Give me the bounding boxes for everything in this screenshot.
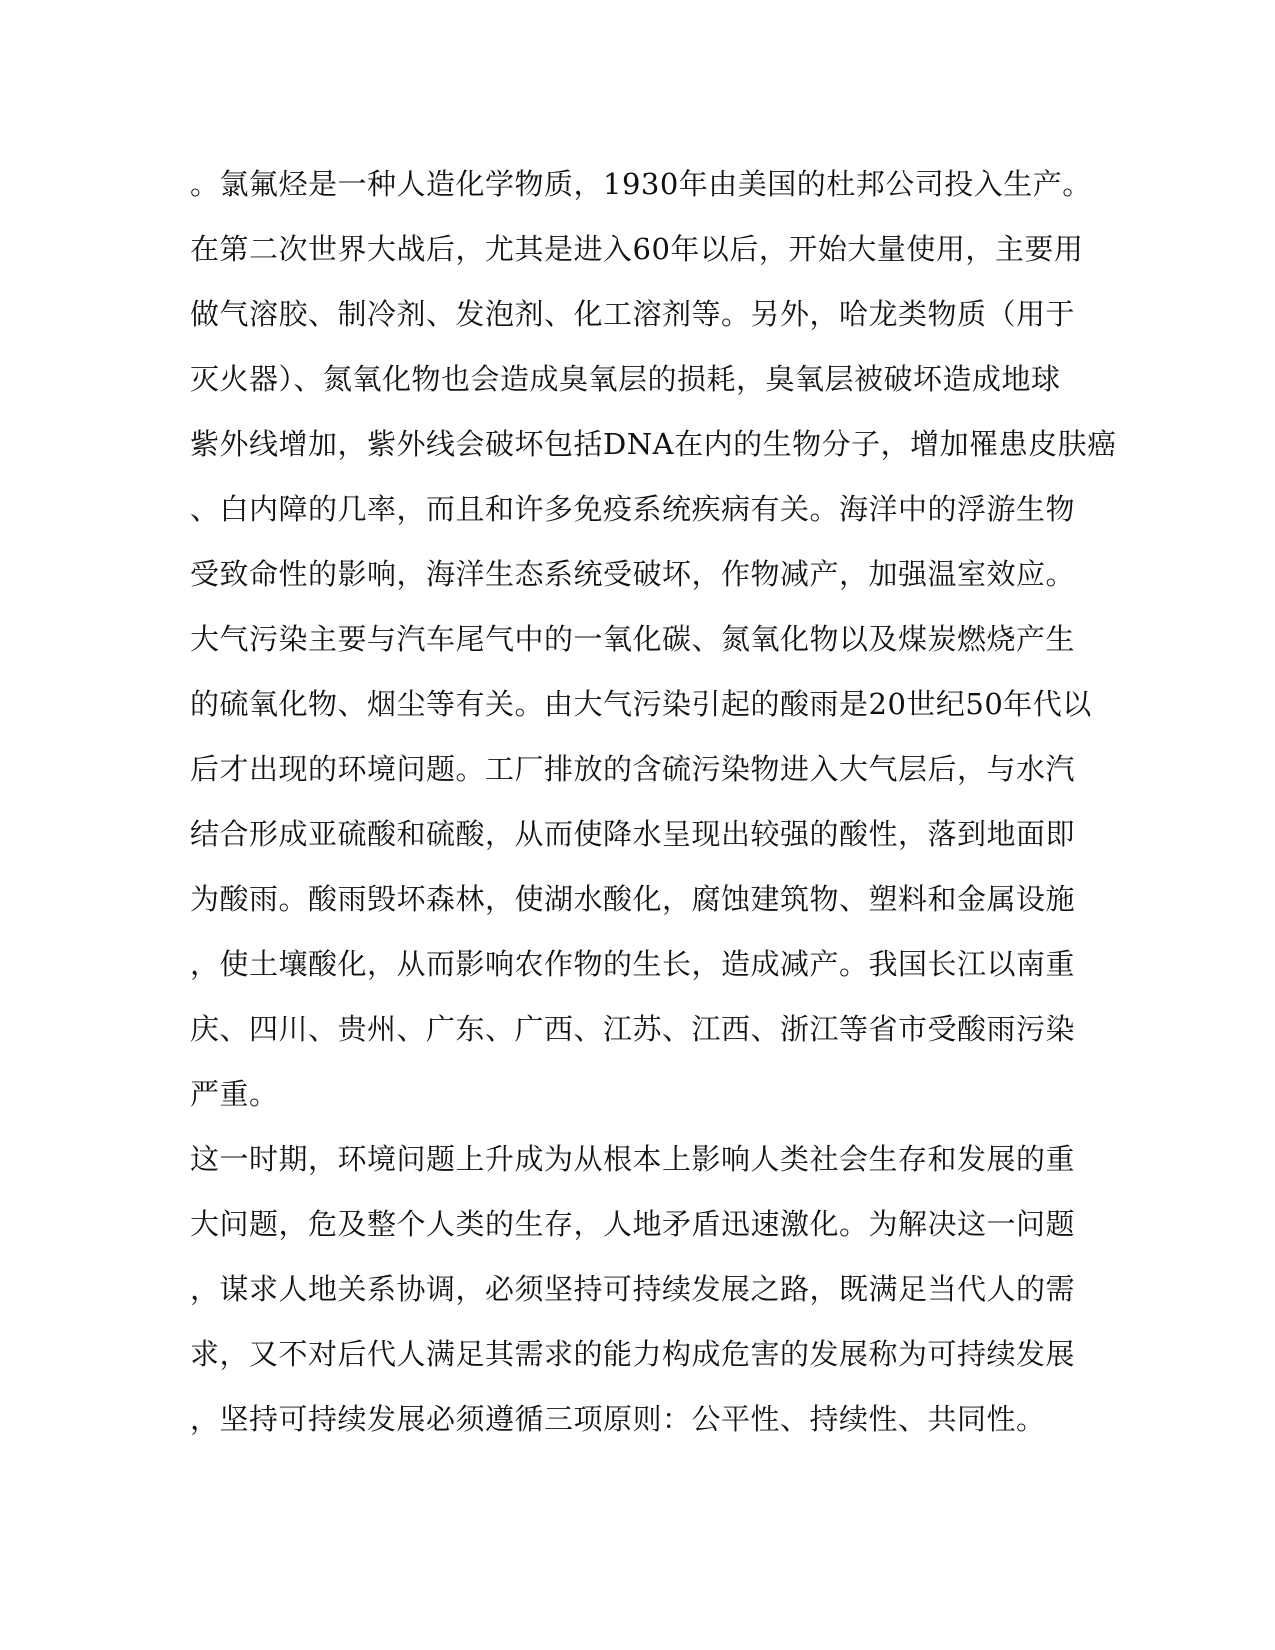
- text-line: 。氯氟烃是一种人造化学物质，1930年由美国的杜邦公司投入生产。: [190, 167, 1092, 201]
- text-line: 、白内障的几率，而且和许多免疫系统疾病有关。海洋中的浮游生物: [190, 492, 1076, 526]
- text-line: 做气溶胶、制冷剂、发泡剂、化工溶剂等。另外，哈龙类物质（用于: [190, 297, 1076, 331]
- text-line: 这一时期，环境问题上升成为从根本上影响人类社会生存和发展的重: [190, 1142, 1076, 1176]
- text-line: ，谋求人地关系协调，必须坚持可持续发展之路，既满足当代人的需: [190, 1272, 1076, 1306]
- text-line: 为酸雨。酸雨毁坏森林，使湖水酸化，腐蚀建筑物、塑料和金属设施: [190, 882, 1076, 916]
- text-line: ，使土壤酸化，从而影响农作物的生长，造成减产。我国长江以南重: [190, 947, 1076, 981]
- text-line: 大气污染主要与汽车尾气中的一氧化碳、氮氧化物以及煤炭燃烧产生: [190, 622, 1076, 656]
- text-line: 结合形成亚硫酸和硫酸，从而使降水呈现出较强的酸性，落到地面即: [190, 817, 1076, 851]
- text-line: 庆、四川、贵州、广东、广西、江苏、江西、浙江等省市受酸雨污染: [190, 1012, 1076, 1046]
- body-text: [190, 152, 1117, 1452]
- text-line: 严重。: [190, 1077, 279, 1111]
- text-line: 求，又不对后代人满足其需求的能力构成危害的发展称为可持续发展: [190, 1337, 1076, 1371]
- text-line: 紫外线增加，紫外线会破坏包括DNA在内的生物分子，增加罹患皮肤癌: [190, 427, 1117, 461]
- text-line: 的硫氧化物、烟尘等有关。由大气污染引起的酸雨是20世纪50年代以: [190, 687, 1092, 721]
- text-line: 受致命性的影响，海洋生态系统受破坏，作物减产，加强温室效应。: [190, 557, 1076, 591]
- text-line: 后才出现的环境问题。工厂排放的含硫污染物进入大气层后，与水汽: [190, 752, 1076, 786]
- text-line: 在第二次世界大战后，尤其是进入60年以后，开始大量使用，主要用: [190, 232, 1084, 266]
- paragraph-2: [190, 1127, 1090, 1452]
- text-line: 灭火器）、氮氧化物也会造成臭氧层的损耗，臭氧层被破坏造成地球: [190, 362, 1061, 396]
- text-line: 大问题，危及整个人类的生存，人地矛盾迅速激化。为解决这一问题: [190, 1207, 1076, 1241]
- paragraph-1: [190, 152, 1117, 1127]
- text-line: ，坚持可持续发展必须遵循三项原则：公平性、持续性、共同性。: [190, 1402, 1046, 1436]
